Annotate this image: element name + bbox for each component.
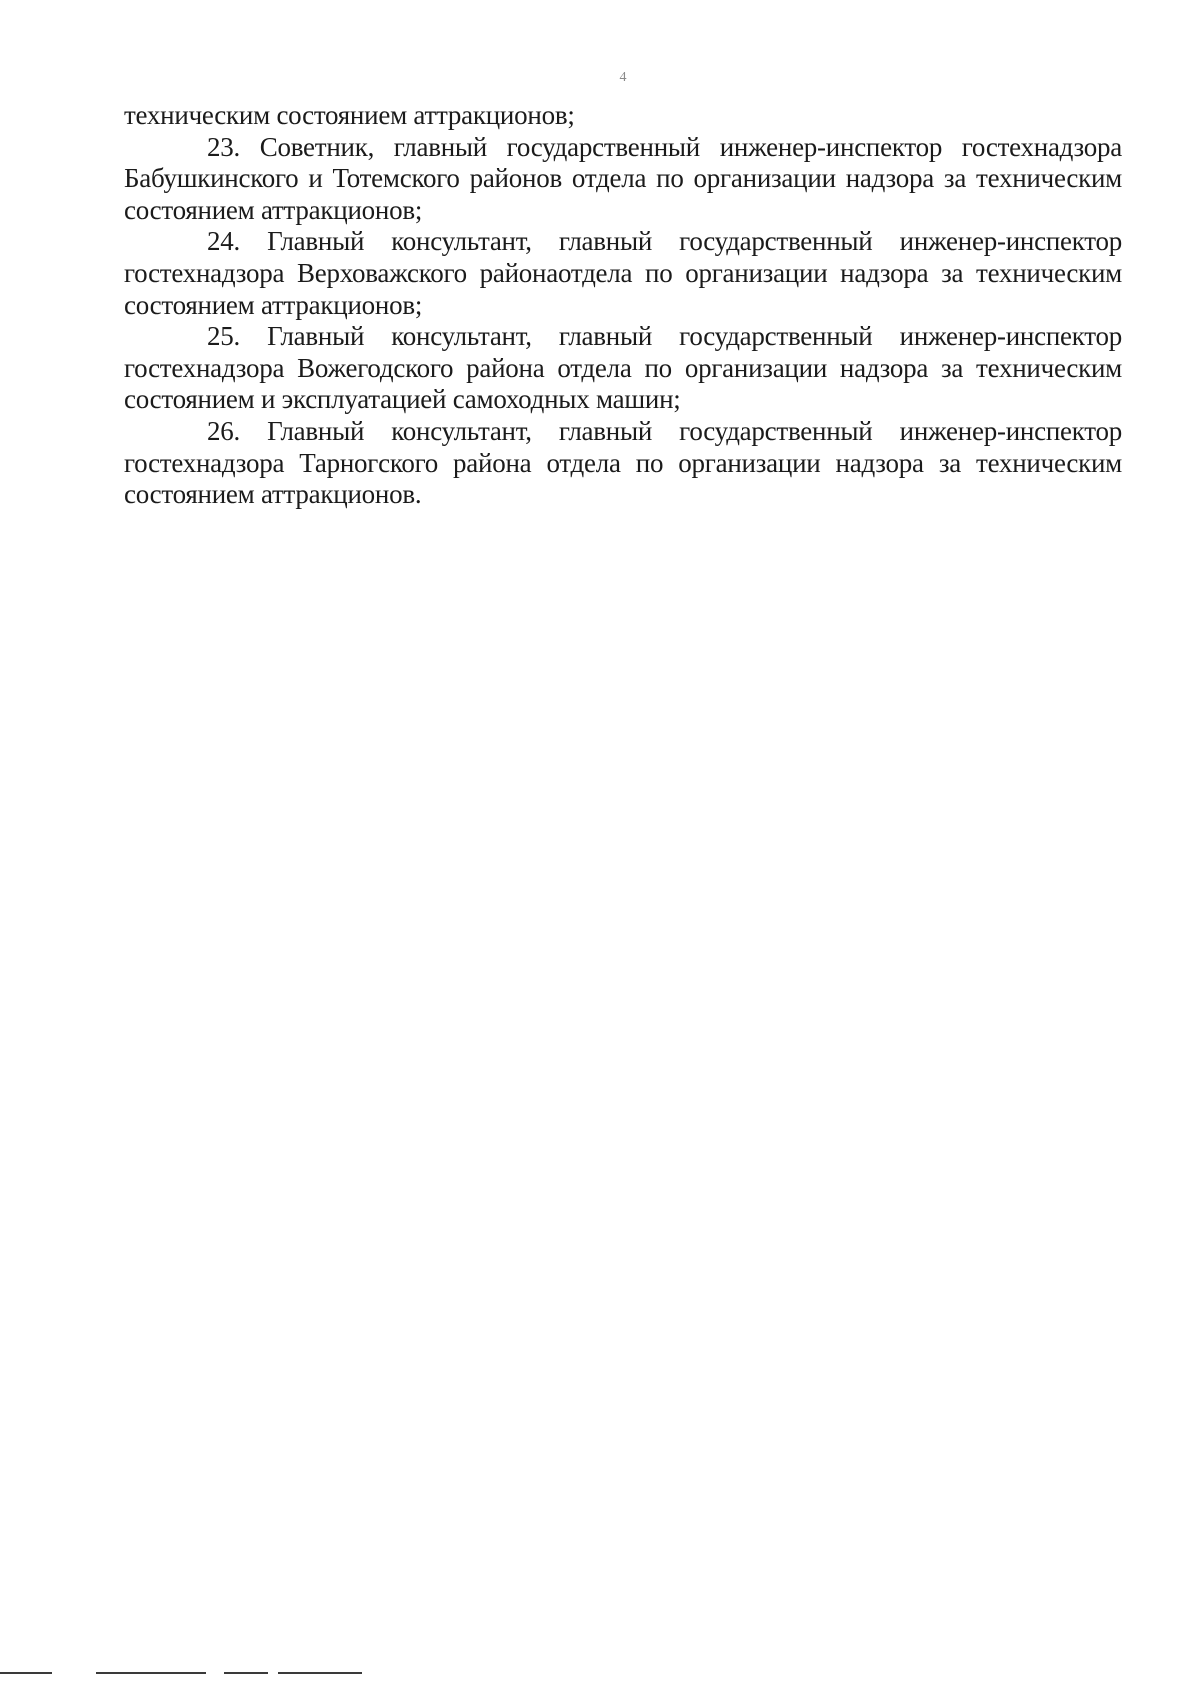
document-body [124, 100, 1122, 511]
scan-artifact-line [0, 1672, 52, 1674]
scan-artifact-line [224, 1672, 268, 1674]
paragraph-item-25: 25. Главный консультант, главный государственный инженер-инспектор гостехнадзора Вожегодского района отдела по организации надзора за техническим состоянием и эксплуатацией самоходных машин; [124, 321, 1122, 415]
scan-artifact-line [278, 1672, 362, 1674]
paragraph-item-23: 23. Советник, главный государственный инженер-инспектор гостехнадзора Бабушкинского и Тотемского районов отдела по организации надзора за техническим состоянием аттракционов; [124, 131, 1122, 225]
paragraph-item-24: 24. Главный консультант, главный государственный инженер-инспектор гостехнадзора Верховажского районаотдела по организации надзора за техническим состоянием аттракционов; [124, 226, 1122, 320]
page-number: 4 [619, 70, 627, 85]
paragraph-item-26: 26. Главный консультант, главный государственный инженер-инспектор гостехнадзора Тарногского района отдела по организации надзора за техническим состоянием аттракционов. [124, 415, 1122, 510]
paragraph-continuation: техническим состоянием аттракционов; [124, 100, 575, 130]
scan-artifact-line [96, 1672, 206, 1674]
